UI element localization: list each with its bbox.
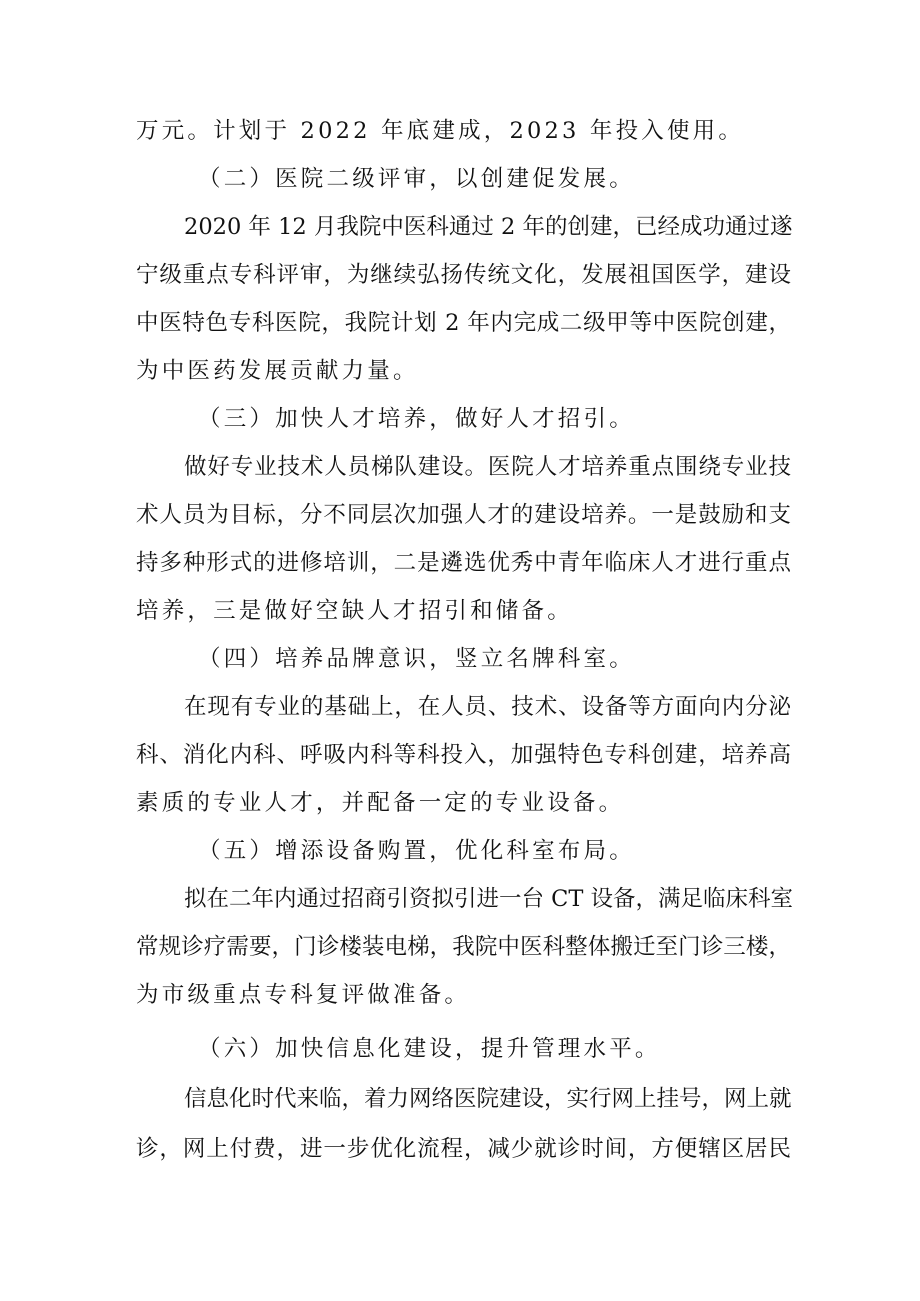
paragraph-line: 信息化时代来临，着力网络医院建设，实行网上挂号，网上就 [184,1086,792,1112]
paragraph-line: 做好专业技术人员梯队建设。医院人才培养重点围绕专业技 [184,454,791,480]
paragraph-line: 培养，三是做好空缺人才招引和储备。 [136,598,573,624]
paragraph-line: 素质的专业人才，并配备一定的专业设备。 [136,790,625,816]
paragraph-line: 科、消化内科、呼吸内科等科投入，加强特色专科创建，培养高 [136,742,791,768]
section-heading: （二）医院二级评审，以创建促发展。 [198,166,635,192]
paragraph-line: 2020 年 12 月我院中医科通过 2 年的创建，已经成功通过遂 [184,214,793,240]
paragraph-line: 在现有专业的基础上，在人员、技术、设备等方面向内分泌 [184,694,791,720]
paragraph-line: 术人员为目标，分不同层次加强人才的建设培养。一是鼓励和支 [136,502,791,528]
section-heading: （四）培养品牌意识，竖立名牌科室。 [198,646,635,672]
paragraph-line: 拟在二年内通过招商引资拟引进一台 CT 设备，满足临床科室 [184,886,794,912]
paragraph-line: 中医特色专科医院，我院计划 2 年内完成二级甲等中医院创建， [136,310,791,336]
section-heading: （三）加快人才培养，做好人才招引。 [198,406,635,432]
paragraph-line: 诊，网上付费，进一步优化流程，减少就诊时间，方便辖区居民 [136,1136,791,1162]
paragraph-line: 万元。计划于 2022 年底建成，2023 年投入使用。 [136,118,745,144]
paragraph-line: 为市级重点专科复评做准备。 [136,982,471,1008]
paragraph-line: 宁级重点专科评审，为继续弘扬传统文化，发展祖国医学，建设 [136,262,791,288]
paragraph-line: 持多种形式的进修培训，二是遴选优秀中青年临床人才进行重点 [136,550,791,576]
section-heading: （六）加快信息化建设，提升管理水平。 [198,1036,661,1062]
paragraph-line: 常规诊疗需要，门诊楼装电梯，我院中医科整体搬迁至门诊三楼， [136,934,791,960]
section-heading: （五）增添设备购置，优化科室布局。 [198,838,635,864]
paragraph-line: 为中医药发展贡献力量。 [136,358,419,384]
